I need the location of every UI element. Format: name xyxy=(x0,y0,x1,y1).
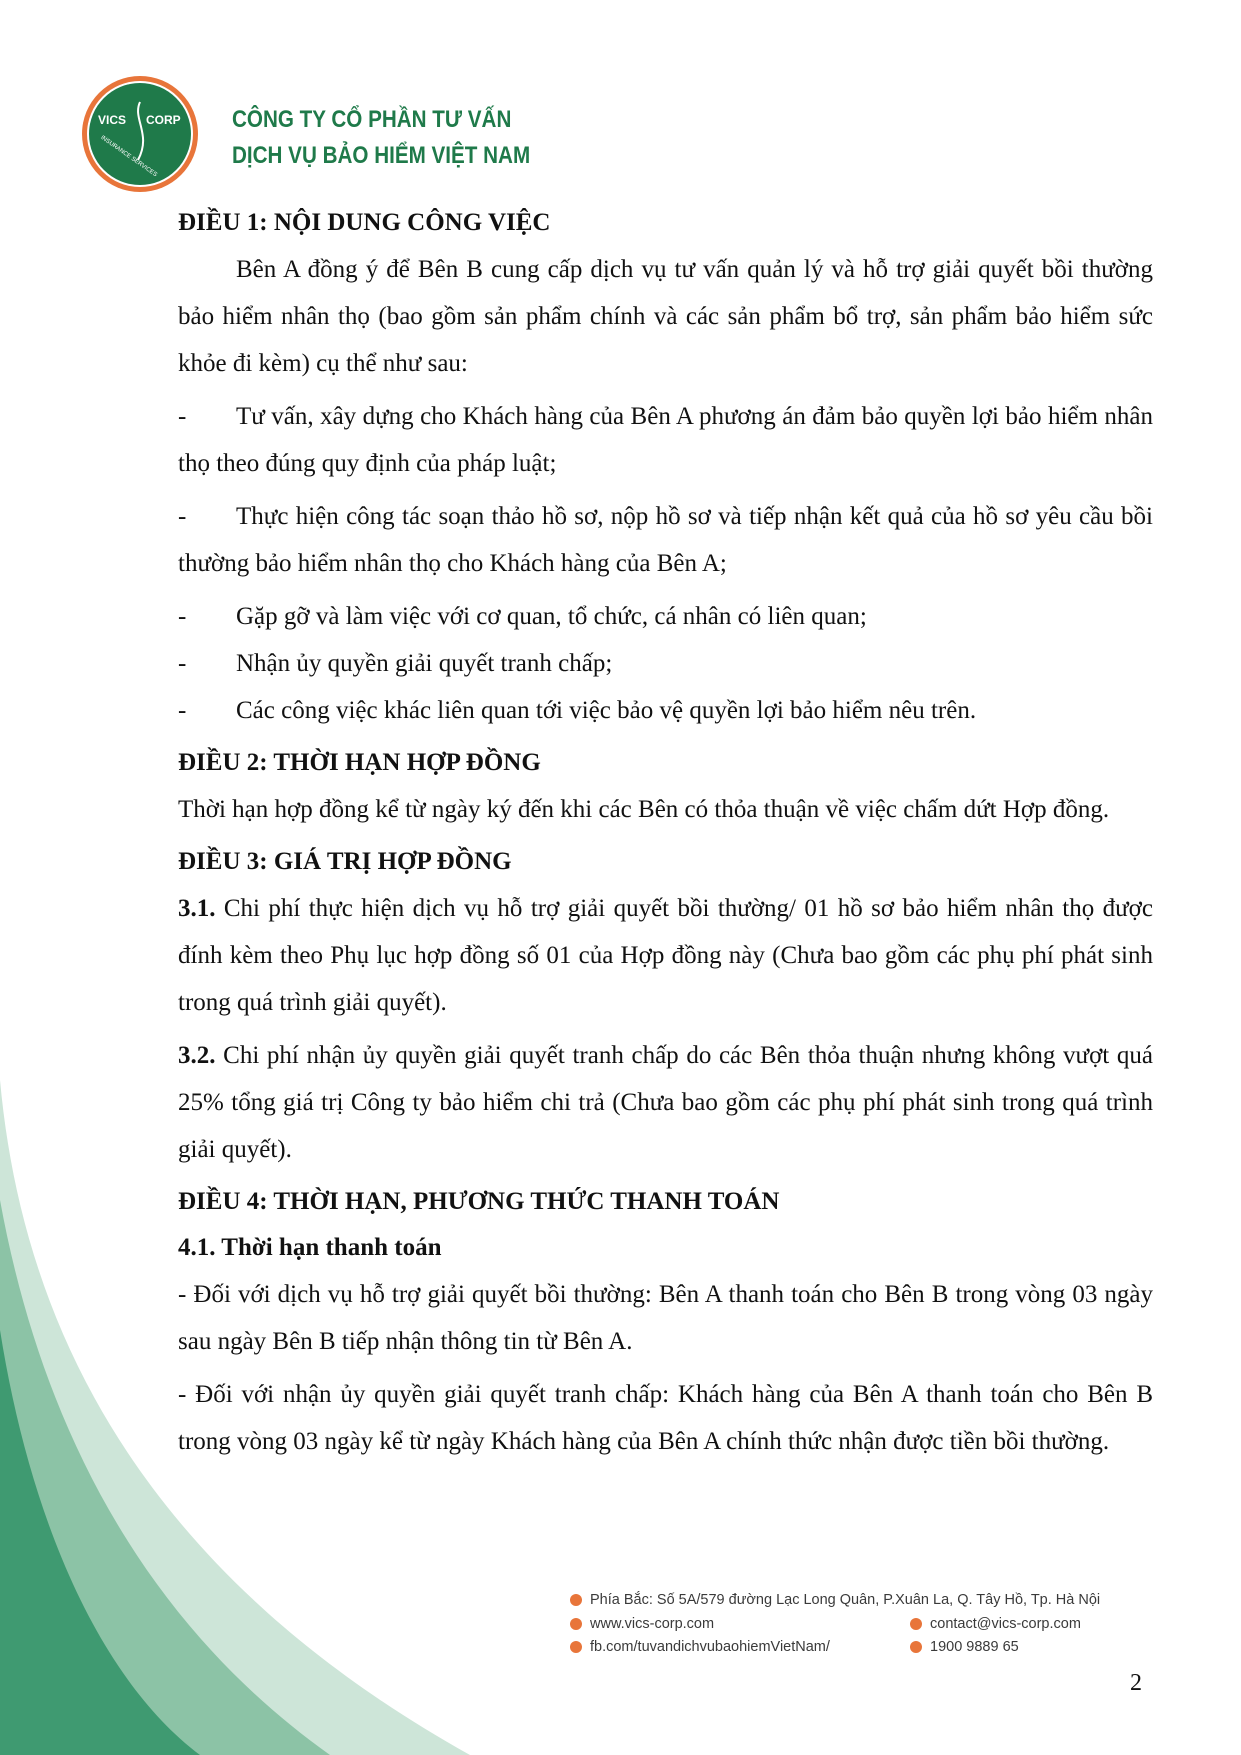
logo-text-corp: CORP xyxy=(146,113,181,127)
clause-number: 3.1. xyxy=(178,895,216,922)
article-1-bullet-3 xyxy=(178,593,1153,640)
bullet-dash: - xyxy=(178,650,187,677)
article-1-bullet-2 xyxy=(178,493,1153,587)
footer-email[interactable] xyxy=(910,1616,1081,1632)
company-name-line2: DỊCH VỤ BẢO HIỂM VIỆT NAM xyxy=(232,142,531,169)
bullet-text: Gặp gỡ và làm việc với cơ quan, tổ chức, cá nhân có liên quan; xyxy=(236,603,867,630)
facebook-icon xyxy=(570,1641,582,1653)
footer-address xyxy=(570,1592,1100,1608)
bullet-dash: - xyxy=(178,697,187,724)
footer-address-text: Phía Bắc: Số 5A/579 đường Lạc Long Quân, P.Xuân La, Q. Tây Hồ, Tp. Hà Nội xyxy=(590,1592,1101,1608)
company-name-line1: CÔNG TY CỔ PHẦN TƯ VẤN xyxy=(232,106,512,133)
location-pin-icon xyxy=(570,1594,582,1606)
bullet-text: Thực hiện công tác soạn thảo hồ sơ, nộp hồ sơ và tiếp nhận kết quả của hồ sơ yêu cầu bồi thường bảo hiểm nhân thọ cho Khách hàng của Bên A; xyxy=(178,503,1153,577)
vics-corp-logo xyxy=(80,74,200,194)
logo-ring-text: INSURANCE SERVICES xyxy=(99,134,158,179)
article-3-clause-2 xyxy=(178,1032,1153,1173)
footer-phone-text[interactable]: 1900 9889 65 xyxy=(930,1639,1019,1655)
article-1-intro: Bên A đồng ý để Bên B cung cấp dịch vụ tư vấn quản lý và hỗ trợ giải quyết bồi thường bảo hiểm nhân thọ (bao gồm sản phẩm chính và các sản phẩm bổ trợ, sản phẩm bảo hiểm sức khỏe đi kèm) cụ thể như sau: xyxy=(178,256,1153,377)
article-2-heading: ĐIỀU 2: THỜI HẠN HỢP ĐỒNG xyxy=(178,749,541,776)
article-1-bullet-4 xyxy=(178,640,1153,687)
article-1-bullet-1 xyxy=(178,393,1153,487)
document-body xyxy=(178,200,1153,1471)
globe-icon xyxy=(570,1618,582,1630)
footer-facebook-text[interactable]: fb.com/tuvandichvubaohiemVietNam/ xyxy=(590,1639,830,1655)
article-4-paragraph-1: - Đối với dịch vụ hỗ trợ giải quyết bồi thường: Bên A thanh toán cho Bên B trong vòng 03 ngày sau ngày Bên B tiếp nhận thông tin từ Bên A. xyxy=(178,1281,1153,1355)
footer-website-text[interactable]: www.vics-corp.com xyxy=(590,1616,715,1632)
footer-email-text[interactable]: contact@vics-corp.com xyxy=(930,1616,1081,1632)
bullet-dash: - xyxy=(178,503,187,530)
article-1-heading: ĐIỀU 1: NỘI DUNG CÔNG VIỆC xyxy=(178,209,551,236)
bullet-dash: - xyxy=(178,603,187,630)
footer-facebook[interactable] xyxy=(570,1639,830,1655)
bullet-dash: - xyxy=(178,403,187,430)
clause-text: Chi phí nhận ủy quyền giải quyết tranh chấp do các Bên thỏa thuận nhưng không vượt quá 25% tổng giá trị Công ty bảo hiểm chi trả (Chưa bao gồm các phụ phí phát sinh trong quá trình giải quyết). xyxy=(178,1042,1153,1163)
footer-website[interactable] xyxy=(570,1616,714,1632)
company-name xyxy=(232,102,530,174)
article-3-clause-1 xyxy=(178,885,1153,1026)
article-2-text: Thời hạn hợp đồng kể từ ngày ký đến khi các Bên có thỏa thuận về việc chấm dứt Hợp đồng. xyxy=(178,796,1110,823)
article-1-bullet-5 xyxy=(178,687,1153,734)
footer-phone[interactable] xyxy=(910,1639,1019,1655)
article-4-heading: ĐIỀU 4: THỜI HẠN, PHƯƠNG THỨC THANH TOÁN xyxy=(178,1188,780,1215)
bullet-text: Tư vấn, xây dựng cho Khách hàng của Bên A phương án đảm bảo quyền lợi bảo hiểm nhân thọ theo đúng quy định của pháp luật; xyxy=(178,403,1153,477)
bullet-text: Các công việc khác liên quan tới việc bảo vệ quyền lợi bảo hiểm nêu trên. xyxy=(236,697,977,724)
clause-number: 3.2. xyxy=(178,1042,216,1069)
article-4-subheading: 4.1. Thời hạn thanh toán xyxy=(178,1234,442,1261)
bullet-text: Nhận ủy quyền giải quyết tranh chấp; xyxy=(236,650,613,677)
clause-text: Chi phí thực hiện dịch vụ hỗ trợ giải quyết bồi thường/ 01 hồ sơ bảo hiểm nhân thọ được đính kèm theo Phụ lục hợp đồng số 01 của Hợp đồng này (Chưa bao gồm các phụ phí phát sinh trong quá trình giải quyết). xyxy=(178,895,1153,1016)
article-3-heading: ĐIỀU 3: GIÁ TRỊ HỢP ĐỒNG xyxy=(178,848,512,875)
phone-icon xyxy=(910,1641,922,1653)
page-number: 2 xyxy=(1130,1670,1142,1696)
envelope-icon xyxy=(910,1618,922,1630)
article-4-paragraph-2: - Đối với nhận ủy quyền giải quyết tranh chấp: Khách hàng của Bên A thanh toán cho Bên B trong vòng 03 ngày kể từ ngày Khách hàng của Bên A chính thức nhận được tiền bồi thường. xyxy=(178,1381,1153,1455)
logo-text-vics: VICS xyxy=(98,113,127,127)
